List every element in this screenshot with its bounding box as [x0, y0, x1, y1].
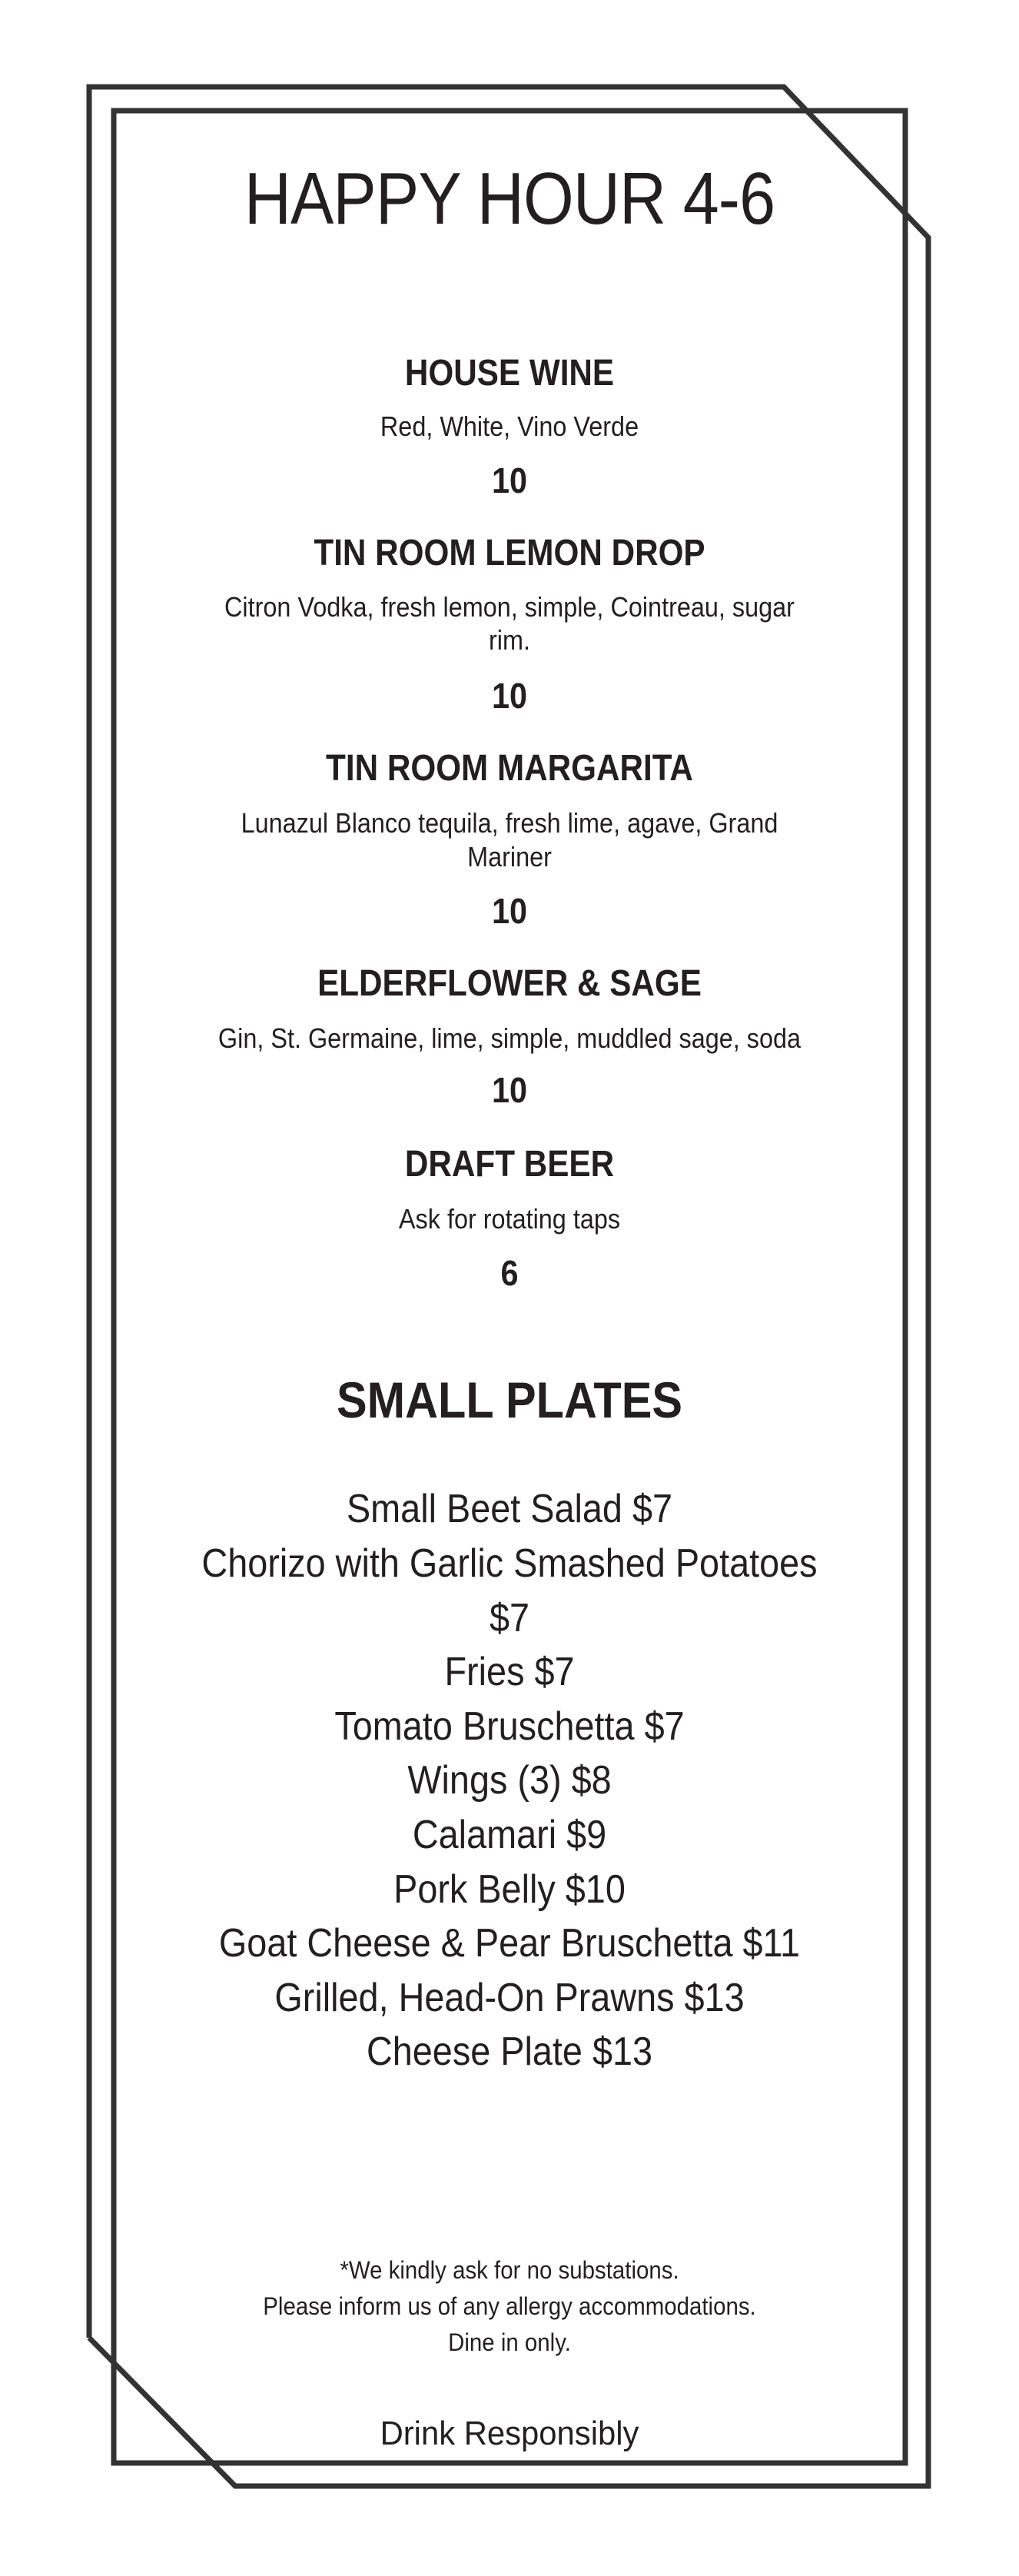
drink-name: ELDERFLOWER & SAGE	[317, 963, 702, 1004]
plate-item: Wings (3) $8	[407, 1758, 612, 1803]
section-title: SMALL PLATES	[337, 1371, 682, 1428]
plate-item-price-cont: $7	[489, 1596, 530, 1640]
plate-item: Fries $7	[444, 1650, 575, 1694]
drink-price: 10	[491, 460, 528, 500]
plate-item: Pork Belly $10	[393, 1867, 626, 1912]
drink-name: DRAFT BEER	[404, 1144, 615, 1185]
plate-item: Tomato Bruschetta $7	[334, 1704, 685, 1749]
note-line: *We kindly ask for no substations.	[340, 2256, 679, 2284]
drink-name: HOUSE WINE	[404, 353, 615, 394]
note-line: Please inform us of any allergy accommodations.	[263, 2292, 756, 2320]
plate-item: Small Beet Salad $7	[346, 1487, 673, 1531]
plate-item: Cheese Plate $13	[366, 2029, 653, 2074]
drink-description-cont: rim.	[489, 624, 530, 656]
drink-name: TIN ROOM LEMON DROP	[314, 533, 705, 573]
plate-item: Chorizo with Garlic Smashed Potatoes	[201, 1541, 818, 1586]
signoff: Drink Responsibly	[380, 2415, 639, 2452]
menu-title: HAPPY HOUR 4-6	[244, 158, 775, 240]
drink-description: Citron Vodka, fresh lemon, simple, Cointreau, sugar	[224, 591, 795, 623]
drink-price: 6	[500, 1253, 519, 1293]
plate-item: Goat Cheese & Pear Bruschetta $11	[218, 1921, 801, 1966]
drink-description: Red, White, Vino Verde	[380, 410, 639, 442]
drink-price: 10	[491, 676, 528, 716]
drink-description-cont: Mariner	[467, 841, 552, 873]
drink-description: Lunazul Blanco tequila, fresh lime, agave, Grand	[241, 807, 778, 839]
note-line: Dine in only.	[448, 2328, 571, 2356]
plate-item: Grilled, Head-On Prawns $13	[274, 1976, 745, 2020]
drink-price: 10	[491, 891, 528, 931]
drink-description: Gin, St. Germaine, lime, simple, muddled sage, soda	[217, 1022, 802, 1054]
drink-price: 10	[491, 1070, 528, 1110]
drink-name: TIN ROOM MARGARITA	[326, 748, 693, 789]
plate-item: Calamari $9	[412, 1813, 607, 1857]
drink-description: Ask for rotating taps	[398, 1203, 621, 1235]
